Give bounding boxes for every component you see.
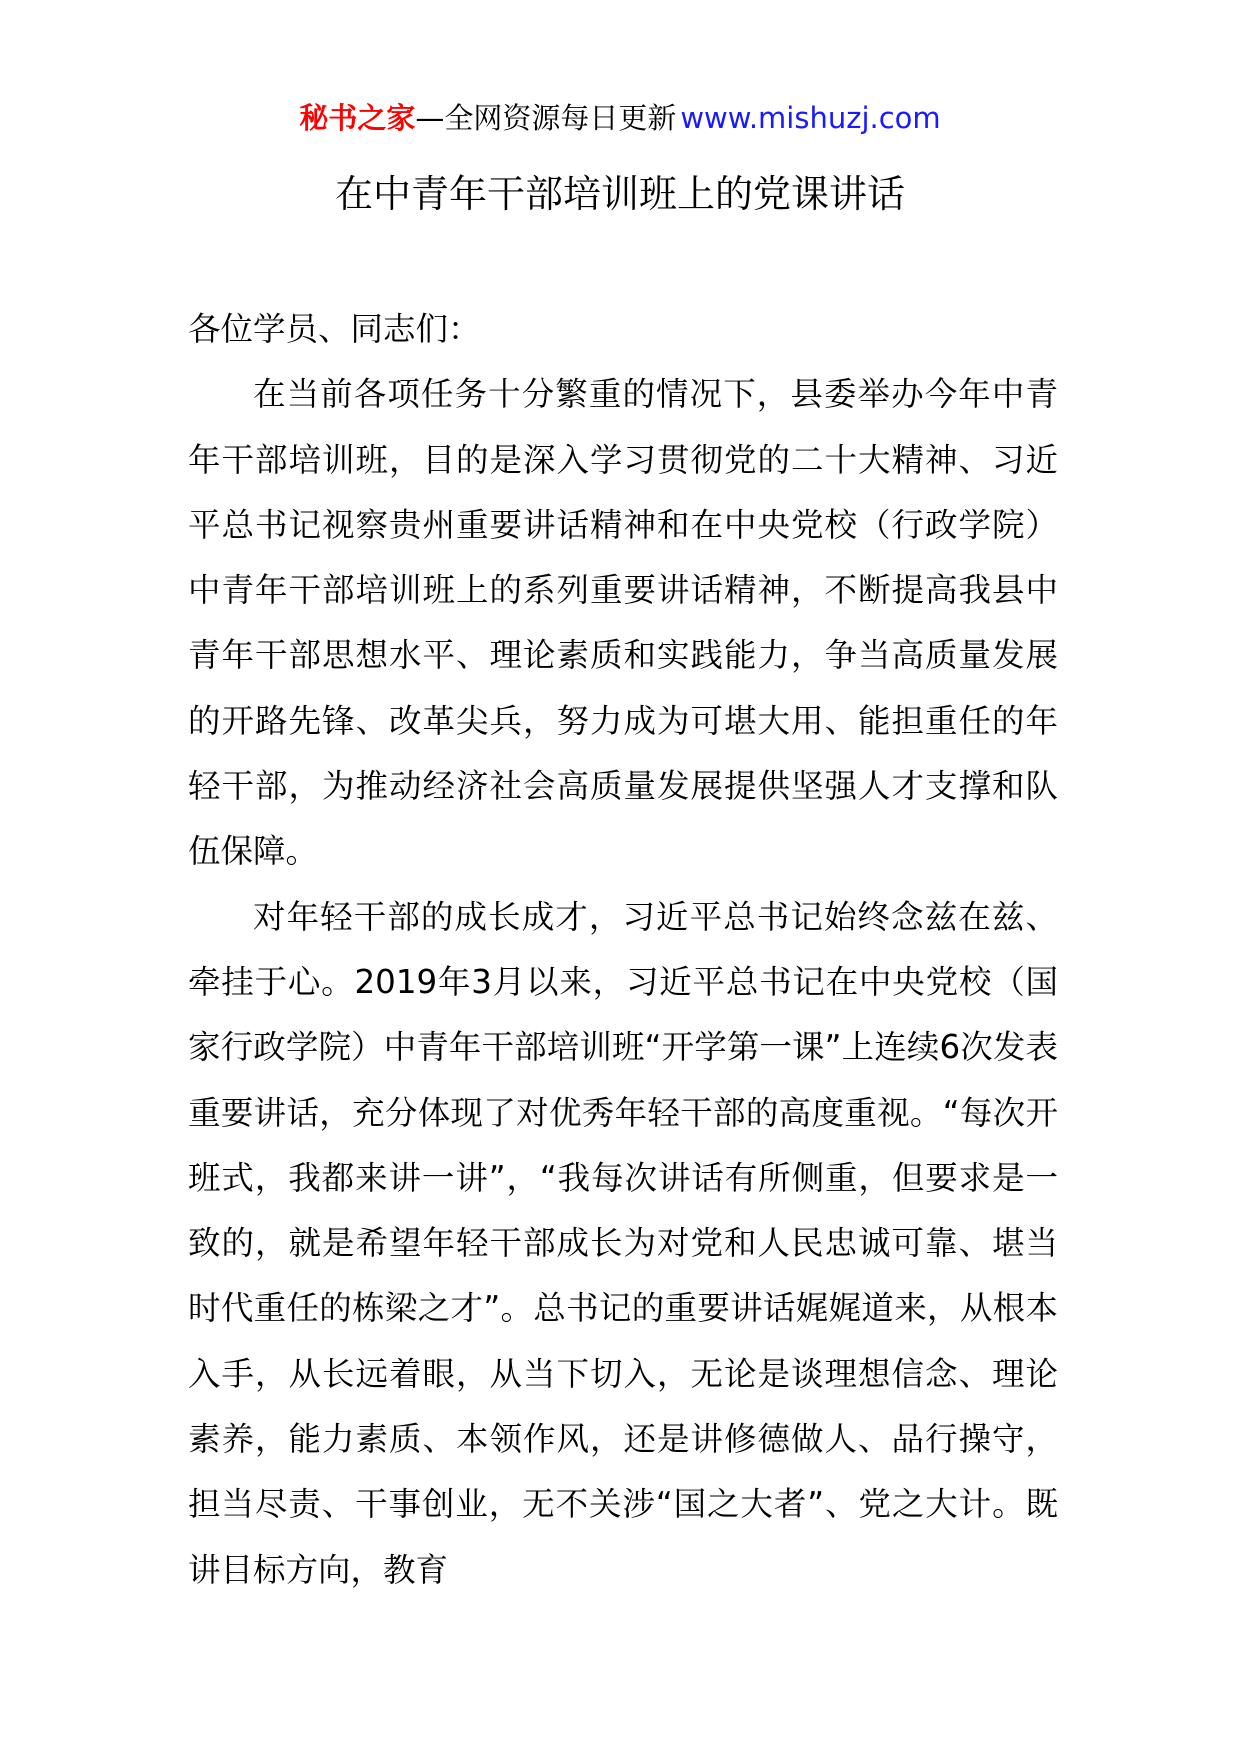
paragraph-1: 在当前各项任务十分繁重的情况下，县委举办今年中青年干部培训班，目的是深入学习贯彻党的二十大精神、习近平总书记视察贵州重要讲话精神和在中央党校（行政学院）中青年干部培训班上的系列重要讲话精神，不断提高我县中青年干部思想水平、理论素质和实践能力，争当高质量发展的开路先锋、改革尖兵，努力成为可堪大用、能担重任的年轻干部，为推动经济社会高质量发展提供坚强人才支撑和队伍保障。	[188, 375, 1058, 871]
salutation: 各位学员、同志们：	[188, 310, 481, 348]
site-brand[interactable]: 秘书之家	[299, 101, 416, 135]
site-tagline: —全网资源每日更新	[415, 101, 677, 135]
document-body	[188, 297, 1058, 1603]
site-header	[0, 98, 1240, 138]
paragraph-2: 对年轻干部的成长成才，习近平总书记始终念兹在兹、牵挂于心。2019年3月以来，习近平总书记在中央党校（国家行政学院）中青年干部培训班“开学第一课”上连续6次发表重要讲话，充分体现了对优秀年轻干部的高度重视。“每次开班式，我都来讲一讲”，“我每次讲话有所侧重，但要求是一致的，就是希望年轻干部成长为对党和人民忠诚可靠、堪当时代重任的栋梁之才”。总书记的重要讲话娓娓道来，从根本入手，从长远着眼，从当下切入，无论是谈理想信念、理论素养，能力素质、本领作风，还是讲修德做人、品行操守，担当尽责、干事创业，无不关涉“国之大者”、党之大计。既讲目标方向，教育	[188, 897, 1058, 1589]
site-url-link[interactable]: www.mishuzj.com	[680, 101, 941, 135]
document-title: 在中青年干部培训班上的党课讲话	[334, 172, 905, 216]
